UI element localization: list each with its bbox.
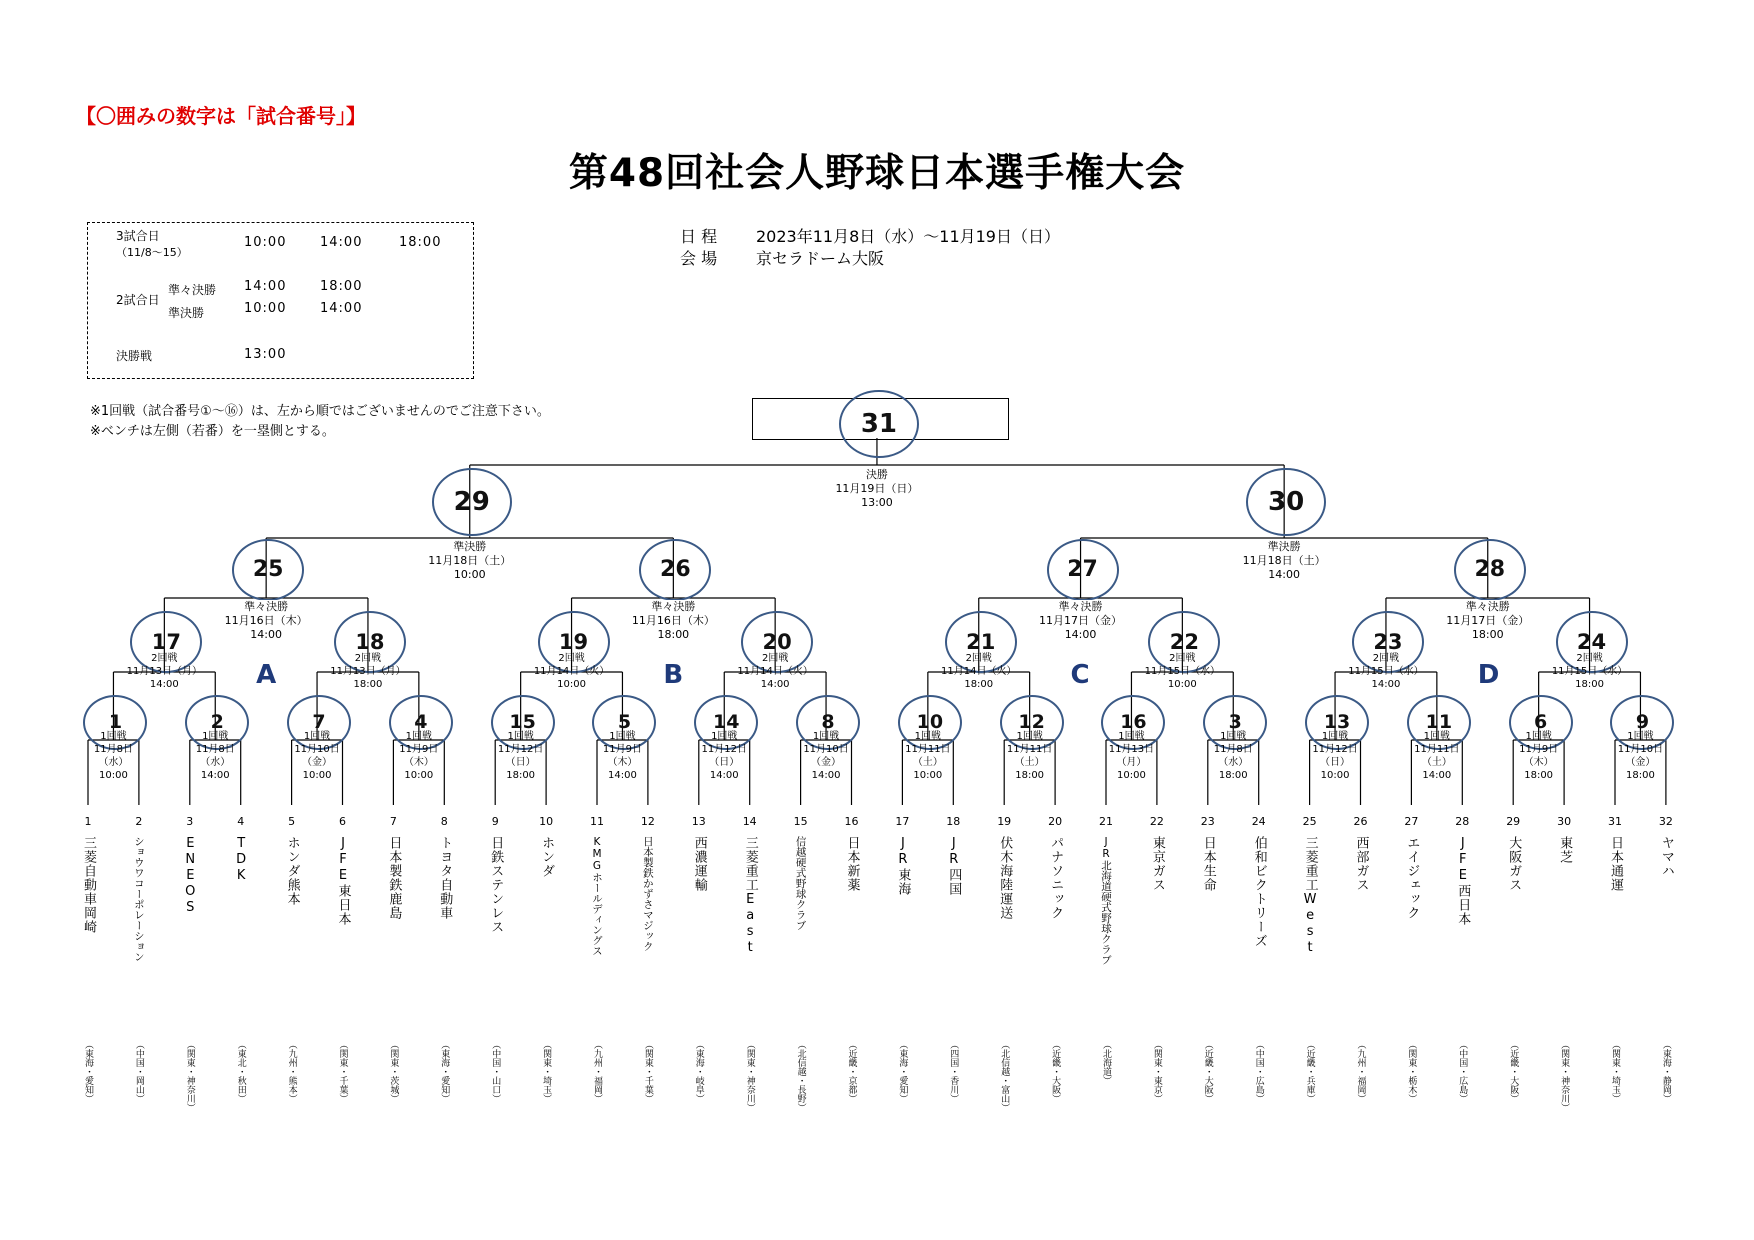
match-label-r1-line: 11月10日 xyxy=(294,744,340,755)
team-number: 28 xyxy=(1455,815,1470,828)
team-number: 8 xyxy=(440,815,448,828)
match-label-r2-line: 14:00 xyxy=(760,679,790,690)
match-label-r2 xyxy=(104,652,224,691)
team-number: 23 xyxy=(1200,815,1215,828)
match-label-r1-line: 18:00 xyxy=(1524,770,1554,781)
sched-row2-label: 2試合日 xyxy=(116,293,160,307)
match-label-quarter-line: 準々決勝 xyxy=(651,600,696,613)
match-label-final-line: 決勝 xyxy=(865,468,888,481)
team-region: （中国・広島） xyxy=(1457,1040,1468,1103)
match-label-semi-line: 準決勝 xyxy=(1267,540,1301,553)
team-name: 日本新薬 xyxy=(844,836,860,892)
sched-row2b-label: 準決勝 xyxy=(168,306,205,320)
match-label-r1-line: （木） xyxy=(607,757,638,768)
sched-row1-label: 3試合日 xyxy=(116,229,160,243)
match-label-quarter-line: 14:00 xyxy=(1064,628,1097,641)
match-label-r2-line: 11月14日（火） xyxy=(941,666,1017,677)
match-label-r1-line: （水） xyxy=(1218,757,1249,768)
team-name: ホンダ熊本 xyxy=(284,836,300,906)
match-label-r1-line: （土） xyxy=(1421,757,1452,768)
team-region: （近畿・大阪） xyxy=(1202,1040,1213,1103)
team-region: （九州・福岡） xyxy=(1355,1040,1366,1103)
match-label-semi xyxy=(410,540,530,582)
team-number: 6 xyxy=(339,815,346,828)
match-label-r1-line: 10:00 xyxy=(1320,770,1350,781)
team-region: （関東・埼玉） xyxy=(541,1040,552,1103)
team-region: （北海道） xyxy=(1101,1040,1111,1085)
team-region: （九州・熊本） xyxy=(286,1040,297,1103)
sched-row1-time: 10:00 xyxy=(244,235,287,250)
match-label-r1-line: 14:00 xyxy=(608,770,637,781)
match-label-r1-line: 10:00 xyxy=(1117,770,1146,781)
match-label-r2 xyxy=(512,652,632,691)
match-label-r1-line: 1回戦 xyxy=(609,731,636,742)
match-label-r2-line: 11月13日（月） xyxy=(330,666,406,677)
match-circle-semi: 30 xyxy=(1246,468,1326,537)
match-circle-r1: 15 xyxy=(491,695,555,750)
match-circle-quarter: 26 xyxy=(639,539,711,601)
team-number: 19 xyxy=(997,815,1012,828)
match-label-r1-line: 10:00 xyxy=(99,770,128,781)
match-circle-r2: 23 xyxy=(1352,611,1424,673)
match-label-r1-line: 11月12日 xyxy=(701,744,747,755)
match-label-final-line: 11月19日（日） xyxy=(835,482,919,495)
team-number: 9 xyxy=(491,815,499,828)
match-circle-r1: 6 xyxy=(1509,695,1573,750)
team-region: （中国・広島） xyxy=(1253,1040,1264,1103)
match-circle-r1: 10 xyxy=(898,695,962,750)
match-label-r1-line: 11月9日 xyxy=(399,744,439,755)
date-value: 2023年11月8日（水）〜11月19日（日） xyxy=(756,227,1060,246)
team-number: 1 xyxy=(84,815,92,828)
team-region: （関東・栃木） xyxy=(1406,1040,1417,1103)
match-label-r1-line: 14:00 xyxy=(811,770,841,781)
match-label-r2-line: 2回戦 xyxy=(1169,653,1196,664)
team-region: （東海・岐阜） xyxy=(693,1040,704,1103)
match-circle-r1: 9 xyxy=(1610,695,1674,750)
match-label-semi-line: 10:00 xyxy=(453,568,486,581)
match-label-r1-line: 1回戦 xyxy=(711,731,738,742)
match-label-quarter xyxy=(206,600,326,642)
page-title: 第48回社会人野球日本選手権大会 xyxy=(568,151,1186,196)
match-label-final-line: 13:00 xyxy=(861,496,893,509)
match-label-r1-line: （月） xyxy=(1116,757,1147,768)
team-name: 西濃運輸 xyxy=(691,836,707,892)
team-number: 7 xyxy=(389,815,397,828)
team-name: ENEOS xyxy=(182,836,198,916)
team-number: 30 xyxy=(1557,815,1572,828)
note-2: ※ベンチは左側（若番）を一塁側とする。 xyxy=(90,424,335,439)
match-label-semi-line: 14:00 xyxy=(1268,568,1300,581)
match-label-r1-line: 18:00 xyxy=(1218,770,1248,781)
team-region: （関東・埼玉） xyxy=(1610,1040,1620,1103)
match-label-r2-line: 14:00 xyxy=(1371,679,1401,690)
team-name: 日本通運 xyxy=(1608,836,1623,892)
team-number: 25 xyxy=(1302,815,1317,828)
team-region: （関東・神奈川） xyxy=(184,1040,195,1112)
match-label-r2-line: 2回戦 xyxy=(558,653,585,664)
team-region: （関東・茨城） xyxy=(388,1040,399,1103)
match-label-r2-line: 10:00 xyxy=(1167,679,1197,690)
team-number: 21 xyxy=(1099,815,1113,828)
match-label-r1-line: 18:00 xyxy=(1626,770,1655,781)
team-number: 10 xyxy=(539,815,554,828)
match-label-r1-line: 11月8日 xyxy=(195,744,235,755)
match-label-r1-line: 1回戦 xyxy=(1220,731,1247,742)
team-name: ホンダ xyxy=(539,836,555,878)
match-label-r2-line: 11月15日（水） xyxy=(1551,666,1628,677)
team-name: 三菱自動車岡崎 xyxy=(81,836,96,934)
match-label-quarter-line: 11月16日（木） xyxy=(224,614,308,627)
match-label-r2-line: 2回戦 xyxy=(1372,653,1400,664)
team-region: （東海・愛知） xyxy=(897,1040,908,1103)
match-label-r1-line: （日） xyxy=(709,757,740,768)
match-label-r2 xyxy=(919,652,1039,691)
match-label-r1-line: 10:00 xyxy=(913,770,943,781)
match-circle-r1: 7 xyxy=(287,695,351,750)
match-circle-r2: 20 xyxy=(741,611,813,673)
match-label-quarter-line: 11月17日（金） xyxy=(1446,614,1530,627)
team-number: 26 xyxy=(1353,815,1368,828)
team-name: 三菱重工West xyxy=(1302,836,1318,956)
match-circle-r2: 17 xyxy=(130,611,202,673)
team-number: 4 xyxy=(237,815,245,828)
match-label-r2-line: 2回戦 xyxy=(761,653,789,664)
match-label-r1-line: 1回戦 xyxy=(405,731,433,742)
sched-row1-time: 14:00 xyxy=(320,235,363,250)
match-label-r1 xyxy=(1580,730,1700,782)
match-label-r2-line: 2回戦 xyxy=(151,653,178,664)
team-number: 32 xyxy=(1658,815,1673,828)
match-label-quarter xyxy=(1428,600,1548,642)
match-label-semi-line: 11月18日（土） xyxy=(1242,554,1326,567)
sched-row2a-time: 14:00 xyxy=(244,279,287,294)
team-number: 20 xyxy=(1048,815,1063,828)
match-label-r1-line: 10:00 xyxy=(404,770,434,781)
team-region: （近畿・兵庫） xyxy=(1304,1040,1315,1103)
match-label-r2-line: 2回戦 xyxy=(965,653,992,664)
match-label-r2 xyxy=(715,652,835,691)
block-label: C xyxy=(1070,660,1090,690)
team-name: 三菱重工East xyxy=(742,836,758,956)
team-region: （四国・香川） xyxy=(948,1040,959,1103)
match-circle-quarter: 25 xyxy=(232,539,304,601)
match-circle-r1: 1 xyxy=(83,695,147,750)
team-name: 日本製鉄鹿島 xyxy=(386,836,402,920)
sched-row2a-label: 準々決勝 xyxy=(168,283,217,297)
team-name: KMGホールディングス xyxy=(591,836,603,956)
match-label-r1-line: （金） xyxy=(811,757,842,768)
team-number: 29 xyxy=(1506,815,1521,828)
team-region: （関東・千葉） xyxy=(337,1040,348,1103)
sched-row3-time: 13:00 xyxy=(244,347,287,362)
match-label-r1-line: 14:00 xyxy=(1422,770,1452,781)
venue-value: 京セラドーム大阪 xyxy=(756,249,885,268)
match-circle-r1: 5 xyxy=(592,695,656,750)
match-circle-r2: 21 xyxy=(945,611,1017,673)
match-label-r1-line: 1回戦 xyxy=(1016,731,1043,742)
team-name: 大阪ガス xyxy=(1506,836,1522,892)
match-circle-r1: 8 xyxy=(796,695,860,750)
match-circle-r2: 24 xyxy=(1556,611,1628,673)
match-label-r1-line: 11月12日 xyxy=(497,744,544,755)
team-name: ヤマハ xyxy=(1658,836,1674,878)
match-label-quarter-line: 準々決勝 xyxy=(1058,600,1103,613)
match-label-r1-line: 1回戦 xyxy=(1627,731,1654,742)
team-region: （北信越・富山） xyxy=(999,1040,1010,1112)
date-label: 日 程 xyxy=(680,227,718,246)
team-number: 5 xyxy=(288,815,296,828)
match-label-quarter-line: 準々決勝 xyxy=(1465,600,1510,613)
match-label-r1-line: 1回戦 xyxy=(507,731,534,742)
team-region: （関東・東京） xyxy=(1151,1040,1162,1103)
match-label-r1-line: （木） xyxy=(403,757,434,768)
match-label-r2-line: 11月14日（火） xyxy=(533,666,610,677)
match-label-r1-line: （金） xyxy=(302,757,333,768)
team-name: 日鉄ステンレス xyxy=(488,836,504,934)
match-circle-semi: 29 xyxy=(432,468,512,537)
match-label-r1-line: 18:00 xyxy=(506,770,536,781)
team-number: 16 xyxy=(844,815,859,828)
match-circle-r1: 11 xyxy=(1407,695,1471,750)
match-circle-r1: 4 xyxy=(389,695,453,750)
match-label-r1-line: 11月11日 xyxy=(905,744,951,755)
match-label-r1-line: 1回戦 xyxy=(1423,731,1451,742)
team-number: 11 xyxy=(590,815,604,828)
match-label-semi-line: 11月18日（土） xyxy=(428,554,512,567)
match-label-quarter xyxy=(613,600,733,642)
match-label-r1-line: （土） xyxy=(912,757,943,768)
match-circle-r1: 12 xyxy=(1000,695,1064,750)
team-name: エイジェック xyxy=(1404,836,1420,920)
match-label-r1-line: （日） xyxy=(1320,757,1351,768)
team-region: （近畿・大阪） xyxy=(1050,1040,1061,1103)
team-number: 18 xyxy=(946,815,961,828)
match-label-r1-line: 1回戦 xyxy=(1321,731,1349,742)
match-label-r1-line: 11月9日 xyxy=(602,744,642,755)
team-name: 伯和ビクトリーズ xyxy=(1251,836,1267,948)
team-name: 日本製鉄かずさマジック xyxy=(641,836,654,952)
match-label-r1-line: 11月8日 xyxy=(93,744,133,755)
match-label-r1-line: 1回戦 xyxy=(303,731,331,742)
match-label-r1-line: 11月11日 xyxy=(1414,744,1460,755)
match-label-r2-line: 14:00 xyxy=(149,679,179,690)
team-region: （東海・愛知） xyxy=(439,1040,450,1103)
match-label-r1-line: 11月8日 xyxy=(1213,744,1253,755)
team-region: （近畿・京都） xyxy=(846,1040,857,1103)
match-label-r2-line: 11月15日（水） xyxy=(1144,666,1221,677)
match-label-r1-line: 11月9日 xyxy=(1519,744,1559,755)
team-name: トヨタ自動車 xyxy=(437,836,453,920)
team-name: 日本生命 xyxy=(1200,836,1216,892)
match-label-r1-line: 1回戦 xyxy=(1525,731,1552,742)
match-label-r1-line: 11月10日 xyxy=(803,744,849,755)
venue-label: 会 場 xyxy=(680,249,718,268)
match-label-r1-line: 1回戦 xyxy=(914,731,942,742)
team-region: （東北・秋田） xyxy=(235,1040,246,1103)
team-number: 13 xyxy=(691,815,706,828)
match-label-r1-line: （水） xyxy=(200,757,231,768)
block-label: D xyxy=(1477,660,1500,690)
team-region: （九州・福岡） xyxy=(592,1040,602,1103)
match-label-r1-line: 18:00 xyxy=(1015,770,1045,781)
team-name: 東芝 xyxy=(1557,836,1573,864)
team-number: 14 xyxy=(742,815,757,828)
block-label: A xyxy=(256,660,277,690)
team-name: JR四国 xyxy=(946,836,962,896)
match-label-r2-line: 18:00 xyxy=(353,679,383,690)
match-label-r1-line: （金） xyxy=(1625,757,1656,768)
team-number: 12 xyxy=(640,815,655,828)
match-label-r1-line: 10:00 xyxy=(302,770,332,781)
match-circle-r1: 16 xyxy=(1101,695,1165,750)
match-label-r1-line: 11月11日 xyxy=(1006,744,1053,755)
sched-row2b-time: 14:00 xyxy=(320,301,363,316)
team-name: JFE西日本 xyxy=(1455,836,1471,926)
match-label-r2-line: 11月13日（月） xyxy=(126,666,203,677)
match-label-quarter-line: 18:00 xyxy=(657,628,690,641)
match-label-r2-line: 11月14日（火） xyxy=(737,666,813,677)
team-name: TDK xyxy=(233,836,249,884)
block-label: B xyxy=(663,660,684,690)
sched-row3-label: 決勝戦 xyxy=(116,349,153,363)
team-region: （関東・千葉） xyxy=(642,1040,653,1103)
team-name: 信越硬式野球クラブ xyxy=(794,836,807,931)
match-label-r2-line: 10:00 xyxy=(557,679,586,690)
match-label-r1-line: （木） xyxy=(1523,757,1554,768)
match-label-r2-line: 2回戦 xyxy=(354,653,382,664)
match-label-quarter-line: 準々決勝 xyxy=(244,600,289,613)
match-label-r1-line: 1回戦 xyxy=(100,731,127,742)
match-label-final xyxy=(817,468,937,510)
match-label-r2 xyxy=(1326,652,1446,691)
notice-text: 【〇囲みの数字は「試合番号」】 xyxy=(76,104,366,128)
sched-row1-time: 18:00 xyxy=(399,235,442,250)
team-name: JFE東日本 xyxy=(335,836,351,926)
team-name: 西部ガス xyxy=(1353,836,1369,892)
team-region: （北信越・長野） xyxy=(795,1040,806,1112)
match-circle-r1: 2 xyxy=(185,695,249,750)
match-circle-r1: 3 xyxy=(1203,695,1267,750)
match-label-quarter-line: 11月16日（木） xyxy=(631,614,715,627)
match-label-r1-line: 14:00 xyxy=(200,770,230,781)
match-label-r1-line: 1回戦 xyxy=(812,731,840,742)
match-label-r2 xyxy=(308,652,428,691)
team-number: 31 xyxy=(1608,815,1622,828)
match-label-r2-line: 18:00 xyxy=(1575,679,1604,690)
team-region: （東海・愛知） xyxy=(83,1040,93,1103)
team-name: JR東海 xyxy=(895,836,911,896)
note-1: ※1回戦（試合番号①〜⑯）は、左から順ではございませんのでご注意下さい。 xyxy=(90,404,550,419)
match-label-r1-line: 14:00 xyxy=(709,770,739,781)
team-name: 伏木海陸運送 xyxy=(997,836,1013,920)
match-circle-quarter: 28 xyxy=(1454,539,1526,601)
match-label-r2 xyxy=(1122,652,1242,691)
match-label-r1-line: 1回戦 xyxy=(202,731,229,742)
team-region: （関東・神奈川） xyxy=(1559,1040,1570,1112)
match-circle-r2: 18 xyxy=(334,611,406,673)
match-label-r1-line: 11月13日 xyxy=(1108,744,1155,755)
sched-row2b-time: 10:00 xyxy=(244,301,287,316)
match-circle-final: 31 xyxy=(839,390,919,459)
match-label-r1-line: 1回戦 xyxy=(1118,731,1145,742)
team-number: 15 xyxy=(793,815,808,828)
team-number: 3 xyxy=(186,815,194,828)
match-label-r2-line: 11月15日（水） xyxy=(1348,666,1424,677)
team-number: 24 xyxy=(1251,815,1266,828)
match-label-r1-line: 11月10日 xyxy=(1617,744,1664,755)
team-number: 22 xyxy=(1149,815,1164,828)
match-circle-r1: 14 xyxy=(694,695,758,750)
team-region: （東海・静岡） xyxy=(1660,1040,1671,1103)
team-region: （関東・神奈川） xyxy=(744,1040,755,1112)
match-label-quarter xyxy=(1021,600,1141,642)
match-label-r1-line: 11月12日 xyxy=(1312,744,1358,755)
match-label-quarter-line: 18:00 xyxy=(1471,628,1504,641)
team-number: 27 xyxy=(1404,815,1419,828)
team-name: JR北海道硬式野球クラブ xyxy=(1100,836,1112,965)
match-circle-r1: 13 xyxy=(1305,695,1369,750)
match-circle-r2: 22 xyxy=(1148,611,1220,673)
team-region: （中国・山口） xyxy=(490,1040,501,1103)
team-number: 17 xyxy=(895,815,910,828)
match-label-r2-line: 2回戦 xyxy=(1576,653,1603,664)
match-label-semi-line: 準決勝 xyxy=(453,540,487,553)
match-label-r1-line: （土） xyxy=(1014,757,1045,768)
match-label-semi xyxy=(1224,540,1344,582)
sched-row1-sub: （11/8〜15） xyxy=(116,246,188,259)
team-region: （中国・岡山） xyxy=(133,1040,144,1103)
match-label-r2 xyxy=(1530,652,1650,691)
match-label-r2-line: 18:00 xyxy=(964,679,994,690)
match-label-r1-line: （水） xyxy=(98,757,129,768)
sched-row2a-time: 18:00 xyxy=(320,279,363,294)
match-circle-quarter: 27 xyxy=(1047,539,1119,601)
team-number: 2 xyxy=(135,815,143,828)
match-label-quarter-line: 14:00 xyxy=(250,628,282,641)
team-name: ショウワコーポレーション xyxy=(132,836,145,962)
team-name: 東京ガス xyxy=(1149,836,1165,892)
match-circle-r2: 19 xyxy=(538,611,610,673)
team-region: （近畿・大阪） xyxy=(1508,1040,1519,1103)
team-name: パナソニック xyxy=(1048,836,1064,920)
match-label-r1-line: （日） xyxy=(505,757,536,768)
match-label-quarter-line: 11月17日（金） xyxy=(1039,614,1123,627)
